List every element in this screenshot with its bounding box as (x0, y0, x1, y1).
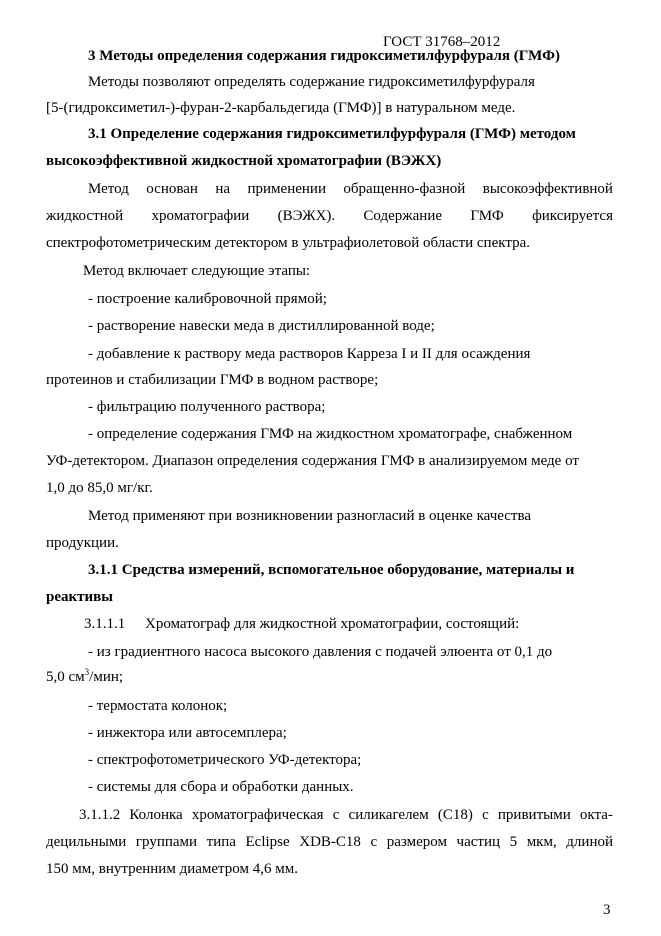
item-3-1-1-2-line-2 (46, 832, 613, 852)
justified-word: децильными (46, 834, 127, 850)
justified-word: (ВЭЖХ). (277, 208, 336, 224)
justified-word: с (370, 834, 378, 850)
method-usage-line-1: Метод применяют при возникновении разногласий в оценке качества (88, 508, 532, 524)
justified-word: ГМФ (470, 208, 504, 224)
component-injector: - инжектора или автосемплера; (88, 725, 287, 741)
justified-word: группами (135, 834, 198, 850)
method-description-line-2 (46, 206, 613, 226)
justified-word: Метод (88, 181, 129, 197)
stage-item-determination-line-1: - определение содержания ГМФ на жидкостном хроматографе, снабженном (88, 426, 573, 442)
stage-item-calibration: - построение калибровочной прямой; (88, 291, 327, 307)
justified-word: хроматографии (151, 208, 250, 224)
component-detector: - спектрофотометрического УФ-детектора; (88, 752, 362, 768)
item-3-1-1-2-line-1 (79, 805, 613, 825)
justified-word: Eclipse (245, 834, 290, 850)
stage-item-determination-line-2: УФ-детектором. Диапазон определения содержания ГМФ в анализируемом меде от (46, 453, 579, 469)
justified-word: размером (386, 834, 447, 850)
justified-word: хроматографическая (191, 807, 324, 823)
justified-word: с (482, 807, 489, 823)
component-data-system: - системы для сбора и обработки данных. (88, 779, 354, 795)
component-pump-line-2: 5,0 $см^3$/мин; (46, 667, 124, 685)
justified-word: XDB-C18 (299, 834, 361, 850)
justified-word: применении (247, 181, 326, 197)
justified-word: 5 (509, 834, 518, 850)
section-3-intro-line-2: [5-(гидроксиметил-)-фуран-2-карбальдегида (ГМФ)] в натуральном меде. (46, 100, 516, 116)
component-thermostat: - термостата колонок; (88, 698, 228, 714)
justified-word: фиксируется (532, 208, 613, 224)
item-3-1-1-2-line-3: 150 мм, внутренним диаметром 4,6 мм. (46, 861, 298, 877)
justified-word: Содержание (363, 208, 443, 224)
justified-word: 3.1.1.2 (79, 807, 121, 823)
justified-word: частиц (456, 834, 501, 850)
method-usage-line-2: продукции. (46, 535, 119, 551)
component-pump-line-1: - из градиентного насоса высокого давления с подачей элюента от 0,1 до (88, 644, 553, 660)
justified-word: высокоэффективной (482, 181, 613, 197)
justified-word: силикагелем (348, 807, 429, 823)
item-3-1-1-1-number: 3.1.1.1 (84, 616, 126, 632)
justified-word: Колонка (129, 807, 183, 823)
justified-word: на (215, 181, 231, 197)
section-3-intro-line-1: Методы позволяют определять содержание гидроксиметилфурфураля (88, 74, 535, 90)
method-description-line-1 (88, 179, 613, 199)
section-3-1-1-heading-line-1: 3.1.1 Средства измерений, вспомогательное оборудование, материалы и (88, 562, 575, 578)
justified-word: окта- (579, 807, 613, 823)
method-description-line-3: спектрофотометрическим детектором в ультрафиолетовой области спектра. (46, 235, 530, 251)
stage-item-carrez-line-1: - добавление к раствору меда растворов Карреза I и II для осаждения (88, 346, 531, 362)
justified-word: с (332, 807, 340, 823)
unit-superscript: 3 (84, 667, 90, 677)
stage-item-determination-line-3: 1,0 до 85,0 мг/кг. (46, 480, 153, 496)
stages-intro: Метод включает следующие этапы: (83, 263, 311, 279)
section-3-1-heading-line-2: высокоэффективной жидкостной хроматографии (ВЭЖХ) (46, 153, 442, 169)
stage-item-filtration: - фильтрацию полученного раствора; (88, 399, 326, 415)
justified-word: типа (206, 834, 236, 850)
page-number: 3 (603, 902, 611, 918)
section-3-1-1-heading-line-2: реактивы (46, 589, 113, 605)
justified-word: обращенно-фазной (343, 181, 466, 197)
section-3-heading: 3 Методы определения содержания гидроксиметилфурфураля (ГМФ) (88, 48, 560, 64)
justified-word: (С18) (437, 807, 473, 823)
justified-word: жидкостной (46, 208, 124, 224)
item-3-1-1-1-text: Хроматограф для жидкостной хроматографии, состоящий: (145, 616, 520, 632)
stage-item-carrez-line-2: протеинов и стабилизации ГМФ в водном растворе; (46, 372, 379, 388)
justified-word: длиной (566, 834, 613, 850)
section-3-1-heading-line-1: 3.1 Определение содержания гидроксиметилфурфураля (ГМФ) методом (88, 126, 576, 142)
justified-word: мкм, (526, 834, 557, 850)
justified-word: привитыми (497, 807, 571, 823)
document-standard-number: ГОСТ 31768–2012 (383, 34, 501, 50)
justified-word: основан (146, 181, 198, 197)
stage-item-dissolution: - растворение навески меда в дистиллированной воде; (88, 318, 435, 334)
